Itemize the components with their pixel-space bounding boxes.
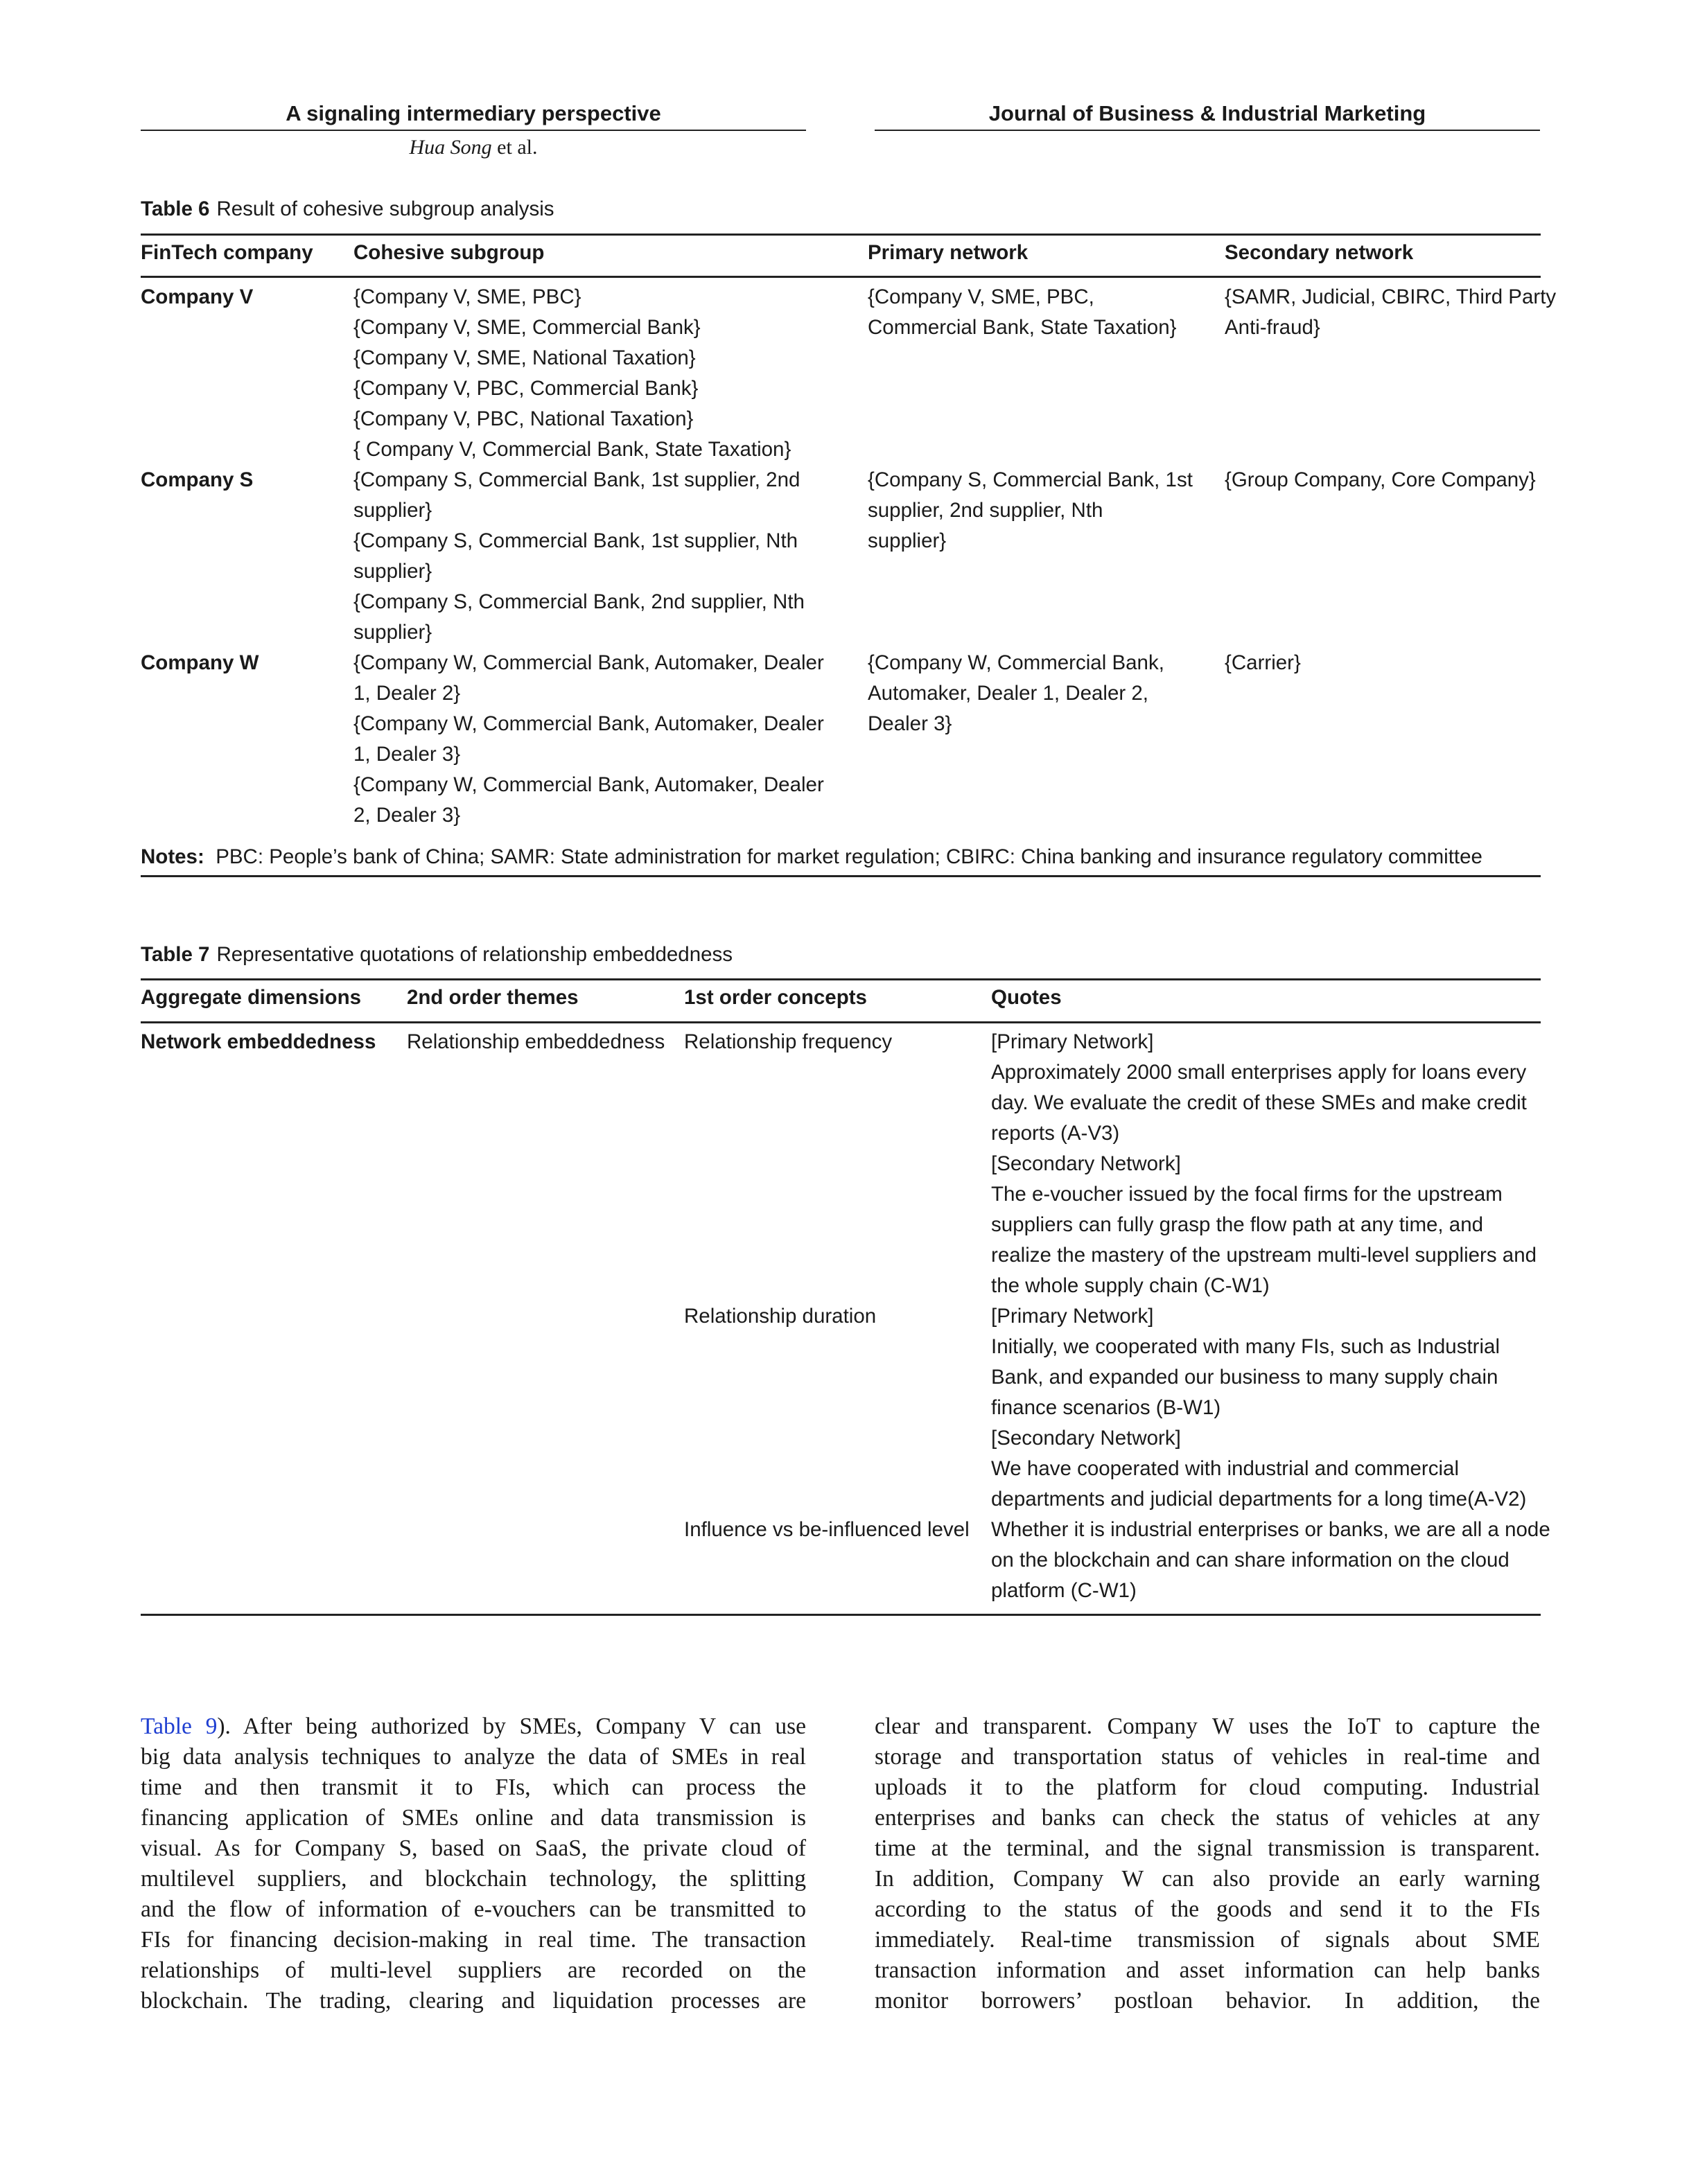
subgroup-line: {Company S, Commercial Bank, 2nd supplier, Nth xyxy=(353,590,805,613)
table-6-subgroup-v xyxy=(353,282,791,465)
body-line: and the flow of information of e-vouchers can be transmitted to xyxy=(141,1896,806,1922)
quote-line: We have cooperated with industrial and commercial xyxy=(991,1457,1460,1480)
body-line: visual. As for Company S, based on SaaS, the private cloud of xyxy=(141,1835,806,1861)
body-line: multilevel suppliers, and blockchain technology, the splitting xyxy=(141,1866,806,1892)
quote-line: platform (C-W1) xyxy=(991,1579,1137,1602)
body-line: uploads it to the platform for cloud computing. Industrial xyxy=(875,1774,1540,1800)
body-line: according to the status of the goods and send it to the FIs xyxy=(875,1896,1540,1922)
table-6-subgroup-w xyxy=(353,648,824,831)
table-7 xyxy=(141,940,1550,1626)
table-6-caption xyxy=(141,194,554,224)
header-rule-left xyxy=(141,130,806,131)
body-line: monitor borrowers’ postloan behavior. In addition, the xyxy=(875,1988,1540,2014)
table-7-quote-influence xyxy=(991,1515,1550,1606)
primary-line: supplier} xyxy=(868,529,947,552)
table-7-header-concepts: 1st order concepts xyxy=(684,986,867,1009)
body-column-right xyxy=(875,1711,1540,2016)
table-7-quote-frequency xyxy=(991,1027,1537,1301)
table-6-secondary-v xyxy=(1225,282,1556,343)
secondary-line: {Group Company, Core Company} xyxy=(1225,468,1536,491)
subgroup-line: {Company S, Commercial Bank, 1st supplier, Nth xyxy=(353,529,798,552)
subgroup-line: 1, Dealer 2} xyxy=(353,682,461,705)
table-6-company-s: Company S xyxy=(141,468,254,491)
quote-line: [Secondary Network] xyxy=(991,1427,1181,1450)
quote-line: The e-voucher issued by the focal firms for the upstream xyxy=(991,1183,1503,1206)
primary-line: Automaker, Dealer 1, Dealer 2, xyxy=(868,682,1149,705)
body-line: storage and transportation status of vehicles in real-time and xyxy=(875,1744,1540,1770)
quote-line: [Primary Network] xyxy=(991,1030,1154,1053)
table-6-title: Result of cohesive subgroup analysis xyxy=(216,197,554,220)
quote-line: Approximately 2000 small enterprises apply for loans every xyxy=(991,1061,1527,1084)
table-6-label: Table 6 xyxy=(141,197,210,220)
body-line: In addition, Company W can also provide an early warning xyxy=(875,1866,1540,1892)
quote-line: Bank, and expanded our business to many supply chain xyxy=(991,1366,1498,1389)
subgroup-line: {Company S, Commercial Bank, 1st supplier, 2nd xyxy=(353,468,800,491)
body-line: immediately. Real-time transmission of signals about SME xyxy=(875,1927,1540,1953)
table-6 xyxy=(141,194,1557,880)
table-6-top-rule xyxy=(141,234,1541,236)
table-6-header-primary: Primary network xyxy=(868,241,1029,264)
table-7-concept-influence: Influence vs be-influenced level xyxy=(684,1518,970,1541)
subgroup-line: 2, Dealer 3} xyxy=(353,804,461,827)
table-7-label: Table 7 xyxy=(141,943,210,966)
table-6-primary-v xyxy=(868,282,1176,343)
table-7-concept-duration: Relationship duration xyxy=(684,1305,877,1328)
subgroup-line: {Company V, SME, Commercial Bank} xyxy=(353,316,701,339)
table-7-quote-duration xyxy=(991,1301,1526,1515)
table-6-header-rule xyxy=(141,276,1541,278)
body-line: time and then transmit it to FIs, which can process the xyxy=(141,1774,806,1800)
quote-line: departments and judicial departments for a long time(A-V2) xyxy=(991,1488,1527,1511)
author-line xyxy=(141,136,806,159)
secondary-line: Anti-fraud} xyxy=(1225,316,1320,339)
subgroup-line: {Company V, PBC, Commercial Bank} xyxy=(353,377,699,400)
quote-line: suppliers can fully grasp the flow path at any time, and xyxy=(991,1213,1484,1236)
subgroup-line: {Company W, Commercial Bank, Automaker, Dealer xyxy=(353,712,824,735)
body-line: financing application of SMEs online and data transmission is xyxy=(141,1805,806,1831)
primary-line: supplier, 2nd supplier, Nth xyxy=(868,499,1103,522)
body-line xyxy=(141,1711,806,1742)
table-7-header-rule xyxy=(141,1021,1541,1023)
quote-line: [Primary Network] xyxy=(991,1305,1154,1328)
body-line: FIs for financing decision-making in real time. The transaction xyxy=(141,1927,806,1953)
table-6-bottom-rule xyxy=(141,875,1541,877)
table-7-aggregate: Network embeddedness xyxy=(141,1030,376,1053)
table-7-theme: Relationship embeddedness xyxy=(407,1030,665,1053)
subgroup-line: { Company V, Commercial Bank, State Taxation} xyxy=(353,438,791,461)
subgroup-line: supplier} xyxy=(353,560,432,583)
running-header-right: Journal of Business & Industrial Marketing xyxy=(988,101,1426,125)
subgroup-line: {Company V, SME, National Taxation} xyxy=(353,346,696,369)
primary-line: {Company S, Commercial Bank, 1st xyxy=(868,468,1193,491)
subgroup-line: supplier} xyxy=(353,499,432,522)
body-line: clear and transparent. Company W uses the IoT to capture the xyxy=(875,1714,1540,1739)
author-name: Hua Song xyxy=(409,136,492,159)
primary-line: Dealer 3} xyxy=(868,712,952,735)
quote-line: realize the mastery of the upstream multi-level suppliers and xyxy=(991,1244,1537,1267)
table-6-secondary-w xyxy=(1225,648,1301,678)
table-6-primary-s xyxy=(868,465,1193,556)
subgroup-line: 1, Dealer 3} xyxy=(353,743,461,766)
table-9-link[interactable]: Table 9 xyxy=(141,1714,218,1739)
secondary-line: {SAMR, Judicial, CBIRC, Third Party xyxy=(1225,285,1557,308)
subgroup-line: {Company V, PBC, National Taxation} xyxy=(353,407,694,430)
primary-line: {Company V, SME, PBC, xyxy=(868,285,1094,308)
body-line: transaction information and asset information can help banks xyxy=(875,1957,1540,1983)
table-7-bottom-rule xyxy=(141,1614,1541,1616)
table-7-header-themes: 2nd order themes xyxy=(407,986,579,1009)
primary-line: {Company W, Commercial Bank, xyxy=(868,651,1164,674)
subgroup-line: {Company W, Commercial Bank, Automaker, Dealer xyxy=(353,651,824,674)
body-line: relationships of multi-level suppliers are recorded on the xyxy=(141,1957,806,1983)
quote-line: finance scenarios (B-W1) xyxy=(991,1396,1221,1419)
table-6-subgroup-s xyxy=(353,465,805,648)
primary-line: Commercial Bank, State Taxation} xyxy=(868,316,1177,339)
table-6-header-company: FinTech company xyxy=(141,241,313,264)
table-6-header-subgroup: Cohesive subgroup xyxy=(353,241,545,264)
subgroup-line: supplier} xyxy=(353,621,432,644)
table-6-company-w: Company W xyxy=(141,651,259,674)
table-7-concept-frequency: Relationship frequency xyxy=(684,1030,893,1053)
table-6-notes xyxy=(141,842,1482,872)
subgroup-line: {Company V, SME, PBC} xyxy=(353,285,581,308)
table-6-secondary-s xyxy=(1225,465,1536,495)
quote-line: [Secondary Network] xyxy=(991,1152,1181,1175)
body-line-text: ). After being authorized by SMEs, Company V can use xyxy=(217,1714,807,1739)
quote-line: reports (A-V3) xyxy=(991,1122,1120,1145)
body-line: time at the terminal, and the signal transmission is transparent. xyxy=(875,1835,1540,1861)
body-line: blockchain. The trading, clearing and liquidation processes are xyxy=(141,1988,806,2014)
body-line: big data analysis techniques to analyze the data of SMEs in real xyxy=(141,1744,806,1770)
table-7-caption xyxy=(141,940,733,970)
table-7-top-rule xyxy=(141,978,1541,980)
body-column-left xyxy=(141,1711,806,2016)
header-rule-right xyxy=(875,130,1540,131)
table-7-title: Representative quotations of relationship embeddedness xyxy=(216,943,733,966)
running-header-left: A signaling intermediary perspective xyxy=(286,101,661,125)
table-6-primary-w xyxy=(868,648,1164,739)
quote-line: the whole supply chain (C-W1) xyxy=(991,1274,1270,1297)
secondary-line: {Carrier} xyxy=(1225,651,1301,674)
table-6-notes-text: PBC: People’s bank of China; SAMR: State administration for market regulation; CBIRC: China banking and insurance regulatory committee xyxy=(216,845,1482,868)
table-6-header-secondary: Secondary network xyxy=(1225,241,1414,264)
author-suffix: et al. xyxy=(491,136,538,159)
quote-line: on the blockchain and can share information on the cloud xyxy=(991,1549,1509,1571)
quote-line: Whether it is industrial enterprises or banks, we are all a node xyxy=(991,1518,1550,1541)
table-6-notes-label: Notes: xyxy=(141,845,204,868)
body-line: enterprises and banks can check the status of vehicles at any xyxy=(875,1805,1540,1831)
table-6-company-v: Company V xyxy=(141,285,254,308)
quote-line: day. We evaluate the credit of these SMEs and make credit xyxy=(991,1091,1527,1114)
table-7-header-aggregate: Aggregate dimensions xyxy=(141,986,362,1009)
subgroup-line: {Company W, Commercial Bank, Automaker, Dealer xyxy=(353,773,824,796)
quote-line: Initially, we cooperated with many FIs, such as Industrial xyxy=(991,1335,1500,1358)
table-7-header-quotes: Quotes xyxy=(991,986,1062,1009)
